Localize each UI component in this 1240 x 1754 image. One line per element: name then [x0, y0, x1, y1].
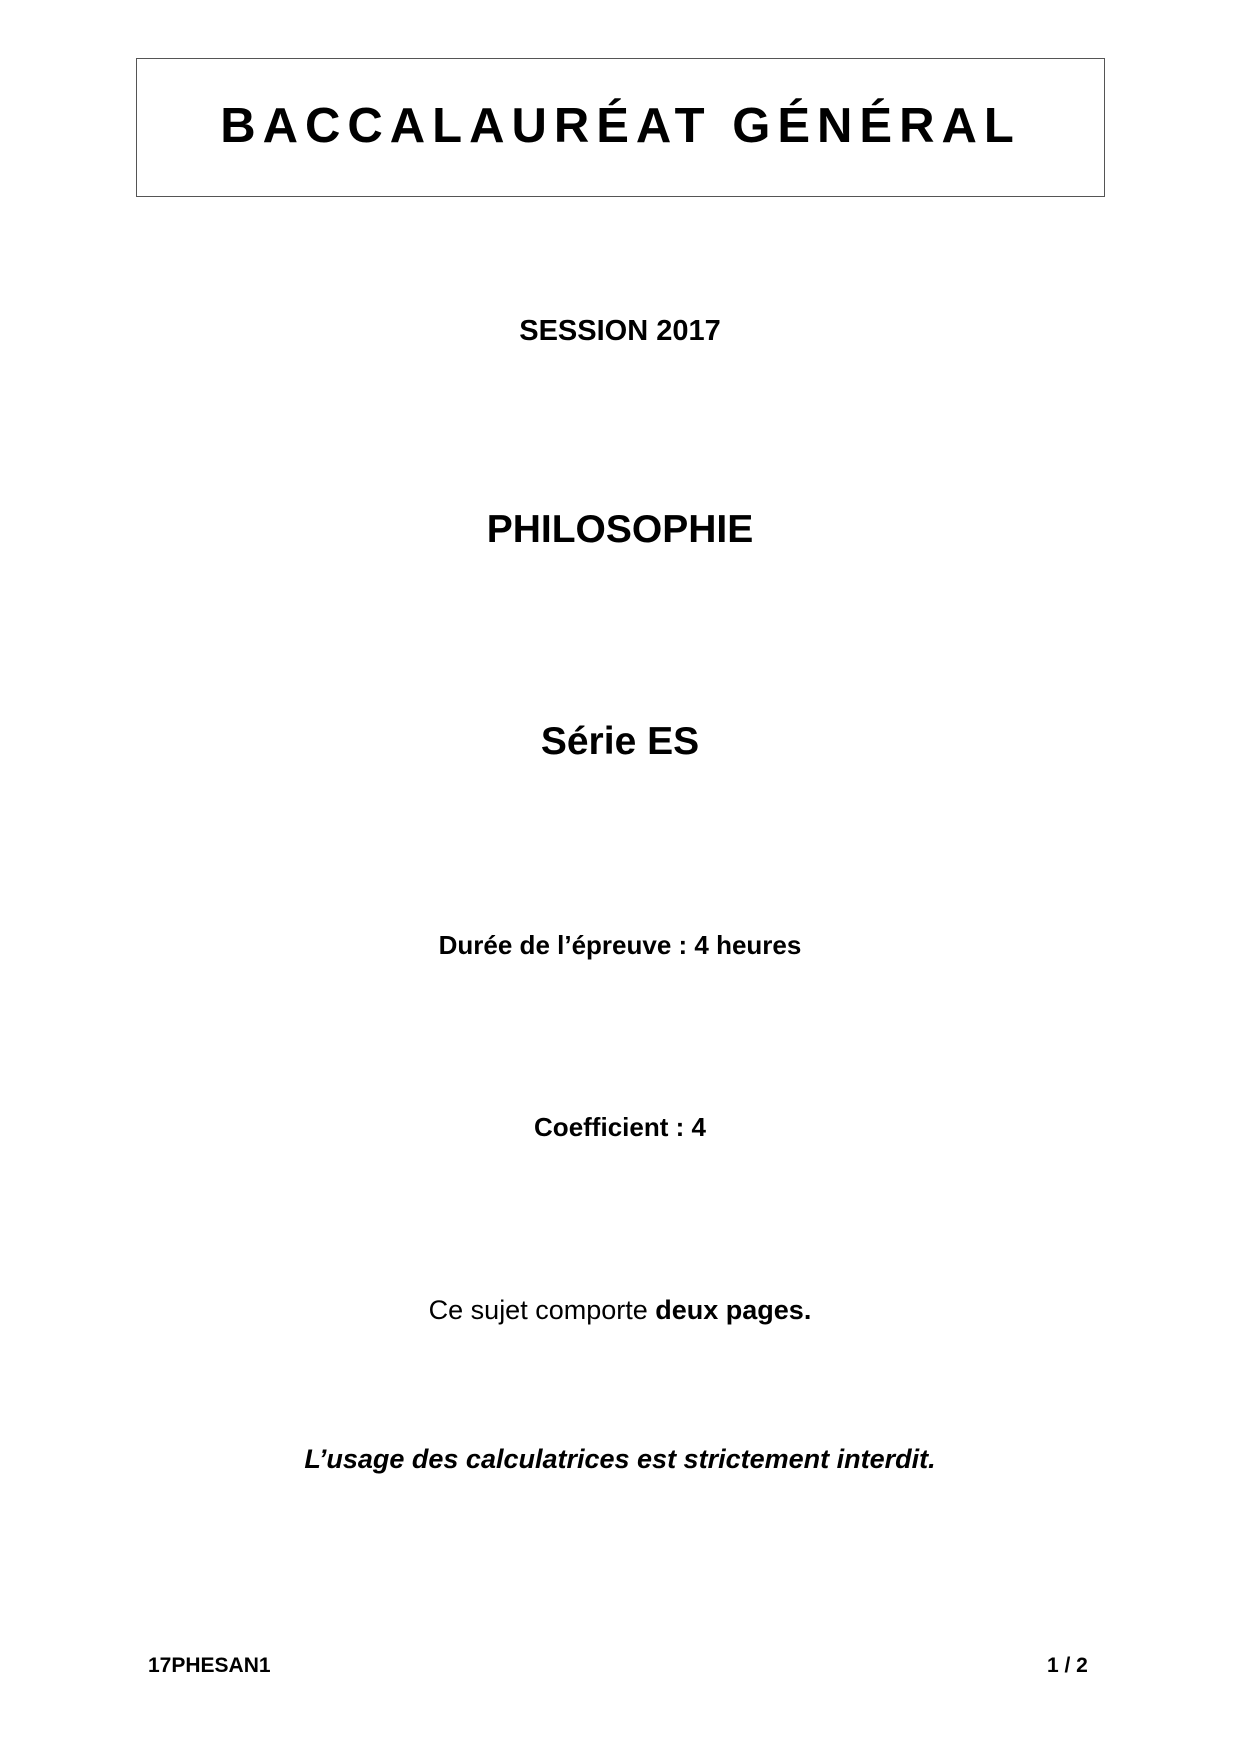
duration-label: Durée de l’épreuve : 4 heures — [438, 930, 802, 960]
footer-exam-code: 17PHESAN1 — [148, 1654, 271, 1677]
pages-note-text: Ce sujet comporte — [428, 1295, 656, 1325]
subject-title: PHILOSOPHIE — [486, 508, 754, 551]
title-box — [136, 58, 1105, 197]
session-label: SESSION 2017 — [519, 315, 721, 347]
calculator-note: L’usage des calculatrices est strictement interdit. — [304, 1444, 936, 1474]
coefficient-label: Coefficient : 4 — [534, 1112, 706, 1142]
series-label: Série ES — [540, 720, 700, 763]
pages-note — [0, 1295, 1240, 1326]
document-title: BACCALAURÉAT GÉNÉRAL — [220, 98, 1021, 153]
footer-page-number: 1 / 2 — [1047, 1654, 1088, 1677]
pages-note-count: deux pages. — [655, 1295, 812, 1325]
